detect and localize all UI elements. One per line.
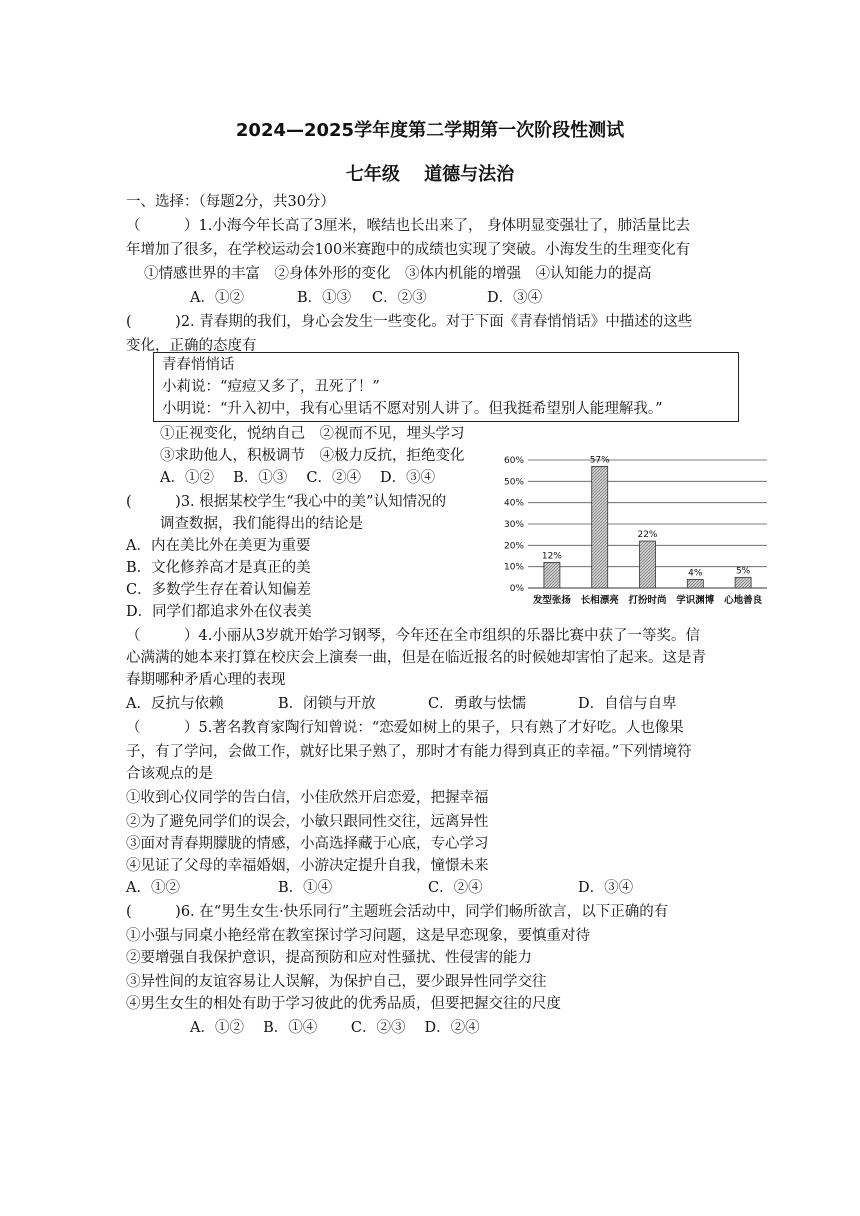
- q4-option-b[interactable]: B．闭锁与开放: [278, 696, 376, 712]
- q1-statements: ①情感世界的丰富 ②身体外形的变化 ③体内机能的增强 ④认知能力的提高: [144, 266, 652, 282]
- chart-bars: [541, 466, 751, 588]
- q1-options: [190, 288, 542, 308]
- q1-line-2: 年增加了很多，在学校运动会100米赛跑中的成绩也实现了突破。小海发生的生理变化有: [126, 242, 691, 258]
- chart-y-tick-label: 50%: [503, 477, 524, 488]
- chart-bar: [592, 466, 608, 588]
- q2-statements-1: ①正视变化，悦纳自己 ②视而不见，埋头学习: [160, 426, 465, 442]
- q6-options: A．①② B．①④ C．②③ D．②④: [190, 1020, 480, 1036]
- chart-category-label: 打扮时尚: [628, 595, 667, 606]
- q3-line-2: 调查数据，我们能得出的结论是: [160, 516, 363, 532]
- chart-category-label: 心地善良: [724, 595, 763, 606]
- chart-category-label: 长相漂亮: [580, 595, 619, 606]
- chart-bar: [687, 579, 703, 588]
- q3-option-a[interactable]: A．内在美比外在美更为重要: [126, 538, 311, 554]
- chart-data-label: 12%: [541, 551, 562, 562]
- section-heading: 一、选择：（每题2分，共30分）: [126, 194, 335, 210]
- exam-title: 2024—2025学年度第二学期第一次阶段性测试: [235, 120, 625, 141]
- chart-data-label: 22%: [637, 530, 658, 541]
- q5-options: [126, 878, 633, 898]
- chart-data-label: 4%: [688, 568, 703, 579]
- chart-bar: [735, 577, 751, 588]
- q4-line-3: 春期哪种矛盾心理的表现: [126, 672, 286, 688]
- chart-bar: [640, 541, 656, 588]
- q5-statement-4: ④见证了父母的幸福婚姻，小游决定提升自我，憧憬未来: [126, 858, 489, 874]
- chart-category-label: 学识渊博: [676, 595, 715, 606]
- q5-line-1: （ ）5.著名教育家陶行知曾说：“恋爱如树上的果子，只有熟了才好吃。人也像果: [126, 720, 684, 736]
- q3-option-d[interactable]: D．同学们都追求外在仪表美: [126, 604, 312, 620]
- q1-line-1: （ ）1.小海今年长高了3厘米，喉结也长出来了， 身体明显变强壮了，肺活量比去: [126, 218, 691, 234]
- q4-option-d[interactable]: D．自信与自卑: [578, 696, 677, 712]
- q4-option-a[interactable]: A．反抗与依赖: [126, 696, 224, 712]
- chart-bar: [544, 562, 560, 588]
- q6-statement-4: ④男生女生的相处有助于学习彼此的优秀品质，但要把握交往的尺度: [126, 996, 561, 1012]
- q2-statements-2: ③求助他人，积极调节 ④极力反抗，拒绝变化: [160, 448, 465, 464]
- q5-statement-1: ①收到心仪同学的告白信，小佳欣然开启恋爱，把握幸福: [126, 790, 489, 806]
- q3-line-1: ( )3. 根据某校学生“我心中的美”认知情况的: [126, 494, 447, 510]
- chart-y-tick-label: 20%: [503, 541, 524, 552]
- chart-y-axis: [504, 456, 524, 594]
- q6-statement-2: ②要增强自我保护意识，提高预防和应对性骚扰、性侵害的能力: [126, 950, 532, 966]
- chart-category-label: 发型张扬: [532, 595, 571, 606]
- q5-option-b[interactable]: B．①④: [278, 880, 333, 896]
- q6-statement-1: ①小强与同桌小艳经常在教室探讨学习问题，这是早恋现象，要慎重对待: [126, 928, 590, 944]
- q2-options: A．①② B．①③ C．②④ D．③④: [160, 470, 436, 486]
- q5-option-a[interactable]: A．①②: [126, 880, 180, 896]
- chart-data-label: 57%: [589, 455, 610, 466]
- chart-y-tick-label: 30%: [503, 520, 524, 530]
- q2-line-1: ( )2. 青春期的我们，身心会发生一些变化。对于下面《青春悄悄话》中描述的这些: [126, 314, 693, 330]
- q5-option-d[interactable]: D．③④: [578, 880, 634, 896]
- q4-option-c[interactable]: C．勇敢与怯懦: [428, 696, 527, 712]
- q5-option-c[interactable]: C．②④: [428, 880, 483, 896]
- chart-data-label: 5%: [735, 566, 751, 577]
- q3-option-b[interactable]: B．文化修养高才是真正的美: [126, 560, 311, 576]
- q2-quote-box: [153, 352, 739, 422]
- q3-option-c[interactable]: C．多数学生存在着认知偏差: [126, 582, 312, 598]
- q1-option-d[interactable]: D．③④: [487, 290, 543, 306]
- chart-y-tick-label: 0%: [509, 584, 524, 594]
- q5-line-2: 子，有了学问，会做工作，就好比果子熟了，那时才有能力得到真正的幸福。”下列情境符: [126, 744, 692, 760]
- chart-y-tick-label: 40%: [503, 498, 524, 509]
- q2-line-2: 变化，正确的态度有: [126, 338, 257, 354]
- chart-y-tick-label: 60%: [503, 456, 524, 466]
- q6-statement-3: ③异性间的友谊容易让人误解，为保护自己，要少跟异性同学交往: [126, 974, 547, 990]
- exam-subtitle: 七年级 道德与法治: [345, 164, 515, 185]
- q1-option-a[interactable]: A．①②: [190, 290, 244, 306]
- q2-box-title: 青春悄悄话: [162, 357, 235, 373]
- q5-statement-3: ③面对青春期朦胧的情感，小高选择藏于心底，专心学习: [126, 836, 489, 852]
- q1-option-c[interactable]: C．②③: [372, 290, 427, 306]
- q1-option-b[interactable]: B．①③: [297, 290, 352, 306]
- q2-box-line-1: 小莉说：“痘痘又多了，丑死了！”: [162, 379, 380, 395]
- q4-line-1: （ ）4.小丽从3岁就开始学习钢琴，今年还在全市组织的乐器比赛中获了一等奖。信: [126, 628, 701, 644]
- q4-options: [126, 694, 677, 714]
- q6-line-1: ( )6. 在“男生女生·快乐同行”主题班会活动中，同学们畅所欲言，以下正确的有: [126, 904, 669, 920]
- q2-box-line-2: 小明说：“升入初中，我有心里话不愿对别人讲了。但我挺希望别人能理解我。”: [162, 401, 663, 417]
- chart-x-axis: [532, 594, 763, 606]
- chart-y-tick-label: 10%: [503, 562, 524, 573]
- q5-statement-2: ②为了避免同学们的误会，小敏只跟同性交往，远离异性: [126, 814, 489, 830]
- q4-line-2: 心满满的她本来打算在校庆会上演奏一曲，但是在临近报名的时候她却害怕了起来。这是青: [126, 650, 706, 666]
- beauty-survey-chart: [492, 448, 777, 613]
- q5-line-3: 合该观点的是: [126, 766, 213, 782]
